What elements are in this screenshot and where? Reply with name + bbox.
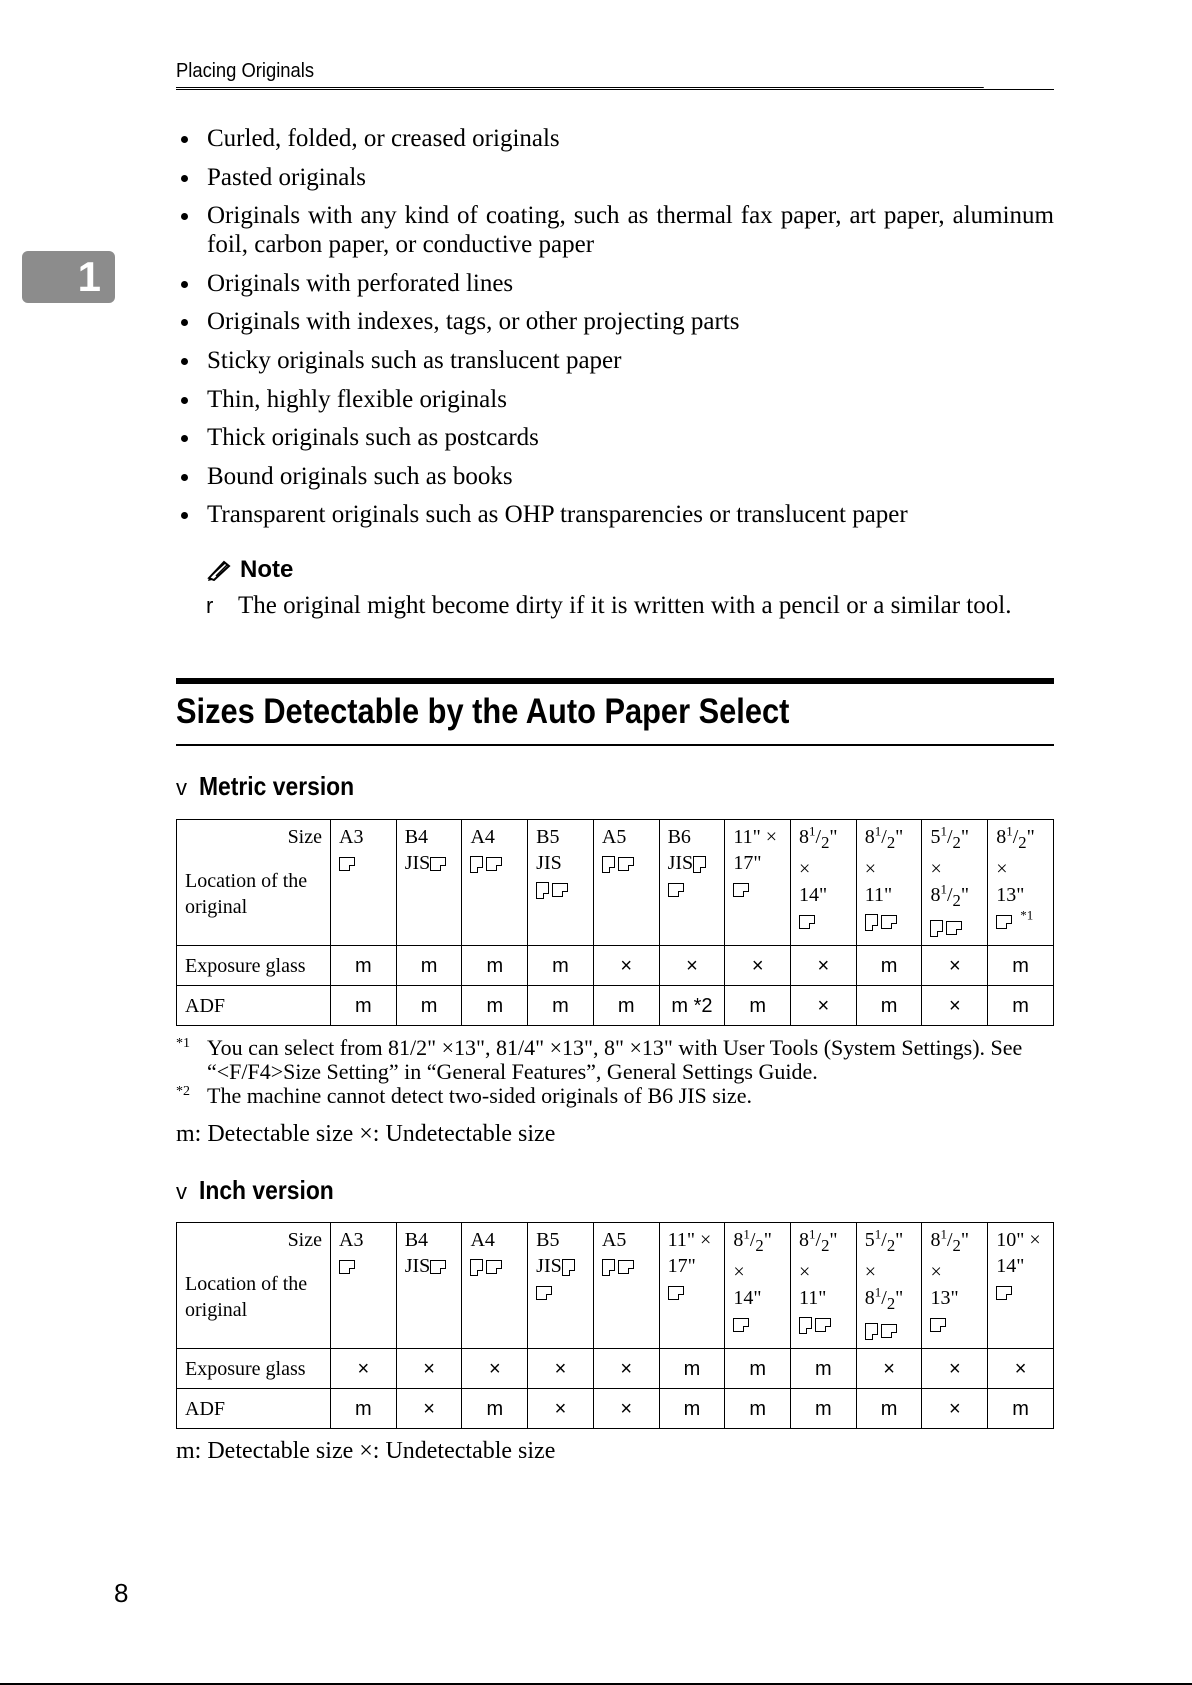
running-header: Placing Originals xyxy=(176,60,984,88)
inch-size-table xyxy=(176,1222,1054,1429)
heading-marker: v xyxy=(176,775,187,800)
table-cell: m xyxy=(396,986,462,1026)
column-header: A3 xyxy=(331,820,397,946)
note-heading xyxy=(206,556,293,584)
column-header: B5 JIS xyxy=(528,820,594,946)
table-cell: m xyxy=(331,1389,397,1429)
row-label: ADF xyxy=(177,986,331,1026)
note-text: The original might become dirty if it is written with a pencil or a similar tool. xyxy=(238,592,1012,619)
table-cell: × xyxy=(528,1389,594,1429)
chapter-tab: 1 xyxy=(22,251,115,303)
table-cell: m xyxy=(462,986,528,1026)
note-title: Note xyxy=(240,556,294,583)
table-cell: × xyxy=(922,1389,988,1429)
table-cell: m xyxy=(725,1389,791,1429)
section-title: Sizes Detectable by the Auto Paper Select xyxy=(176,692,790,731)
table-cell: × xyxy=(725,946,791,986)
table-cell: m xyxy=(725,1349,791,1389)
inch-legend: m: Detectable size ×: Undetectable size xyxy=(176,1438,556,1464)
footnote-text: You can select from 81/2" ×13", 81/4" ×13", 8" ×13" with User Tools (System Settings). See “<F/F4>Size Setting” in “General Features”, General Settings Guide. xyxy=(207,1035,1023,1084)
table-cell: m xyxy=(856,986,922,1026)
row-label: ADF xyxy=(177,1389,331,1429)
column-header: A4 xyxy=(462,820,528,946)
column-header: 11" × 17" xyxy=(725,820,791,946)
table-cell: m xyxy=(856,1389,922,1429)
location-label: Location of the original xyxy=(185,870,308,918)
column-header: B5 JIS xyxy=(528,1223,594,1349)
column-header: B4 JIS xyxy=(396,820,462,946)
column-header: B6 JIS xyxy=(659,820,725,946)
list-item: Sticky originals such as translucent paper xyxy=(176,346,1054,375)
pencil-icon xyxy=(206,559,232,581)
table-cell: m xyxy=(462,946,528,986)
note-marker: r xyxy=(206,593,214,618)
column-header: A5 xyxy=(593,1223,659,1349)
table-row xyxy=(177,1389,1054,1429)
table-cell: m xyxy=(659,1349,725,1389)
column-header: A4 xyxy=(462,1223,528,1349)
size-label: Size xyxy=(287,1229,322,1251)
header-rule xyxy=(176,89,1054,90)
footnote xyxy=(176,1084,1054,1108)
table-cell: m xyxy=(988,986,1054,1026)
list-item: Originals with perforated lines xyxy=(176,269,1054,298)
list-item: Originals with indexes, tags, or other projecting parts xyxy=(176,307,1054,336)
column-header: 10" × 14" xyxy=(988,1223,1054,1349)
row-label: Exposure glass xyxy=(177,1349,331,1389)
column-header: $8^1/_2$" × 14" xyxy=(791,820,857,946)
footnote xyxy=(176,1036,1054,1084)
table-cell: × xyxy=(791,986,857,1026)
size-label: Size xyxy=(287,826,322,848)
table-cell: × xyxy=(593,1389,659,1429)
column-header: A5 xyxy=(593,820,659,946)
table-cell: m xyxy=(396,946,462,986)
table-cell: m xyxy=(725,986,791,1026)
table-cell: × xyxy=(528,1349,594,1389)
table-cell: m xyxy=(331,946,397,986)
table-cell: × xyxy=(593,946,659,986)
table-cell: m xyxy=(659,1389,725,1429)
table-cell: × xyxy=(396,1389,462,1429)
table-cell: m xyxy=(791,1389,857,1429)
footnote-mark: *2 xyxy=(176,1084,190,1099)
list-item: Bound originals such as books xyxy=(176,462,1054,491)
column-header: 11" × 17" xyxy=(659,1223,725,1349)
footnote-mark: *1 xyxy=(176,1036,190,1051)
table-cell: × xyxy=(988,1349,1054,1389)
metric-size-table xyxy=(176,819,1054,1026)
metric-legend: m: Detectable size ×: Undetectable size xyxy=(176,1121,556,1147)
column-header: $8^1/_2$" × 11" xyxy=(791,1223,857,1349)
column-header: $8^1/_2$" × 13" $^{*1}$ xyxy=(988,820,1054,946)
column-header: $8^1/_2$" × 14" xyxy=(725,1223,791,1349)
note-body xyxy=(206,591,1054,620)
table-cell: × xyxy=(593,1349,659,1389)
inch-heading xyxy=(176,1175,352,1206)
table-cell: × xyxy=(396,1349,462,1389)
table-cell: m *2 xyxy=(659,986,725,1026)
table-cell: × xyxy=(791,946,857,986)
footnote-text: The machine cannot detect two-sided originals of B6 JIS size. xyxy=(207,1083,752,1108)
table-cell: × xyxy=(922,1349,988,1389)
bullet-list xyxy=(176,124,1054,539)
list-item: Curled, folded, or creased originals xyxy=(176,124,1054,153)
page-number: 8 xyxy=(114,1578,129,1608)
column-header: $8^1/_2$" × 11" xyxy=(856,820,922,946)
row-label: Exposure glass xyxy=(177,946,331,986)
table-cell: × xyxy=(922,946,988,986)
table-cell: m xyxy=(462,1389,528,1429)
list-item: Transparent originals such as OHP transparencies or translucent paper xyxy=(176,500,1054,529)
table-cell: × xyxy=(462,1349,528,1389)
table-cell: × xyxy=(856,1349,922,1389)
metric-footnotes xyxy=(176,1036,1054,1108)
table-cell: × xyxy=(922,986,988,1026)
column-header: A3 xyxy=(331,1223,397,1349)
table-cell: m xyxy=(331,986,397,1026)
location-label: Location of the original xyxy=(185,1273,308,1321)
column-header: $5^1/_2$" × $8^1/_2$" xyxy=(856,1223,922,1349)
table-corner xyxy=(177,820,331,946)
list-item: Pasted originals xyxy=(176,163,1054,192)
column-header: $5^1/_2$" × $8^1/_2$" xyxy=(922,820,988,946)
column-header: B4 JIS xyxy=(396,1223,462,1349)
table-corner xyxy=(177,1223,331,1349)
table-cell: m xyxy=(988,946,1054,986)
list-item: Thin, highly flexible originals xyxy=(176,385,1054,414)
table-cell: × xyxy=(659,946,725,986)
metric-heading xyxy=(176,771,375,802)
table-row xyxy=(177,1349,1054,1389)
table-cell: m xyxy=(528,986,594,1026)
heading-label: Inch version xyxy=(199,1175,334,1205)
table-cell: × xyxy=(331,1349,397,1389)
table-row xyxy=(177,946,1054,986)
heading-marker: v xyxy=(176,1179,187,1204)
section-rule xyxy=(176,678,1054,684)
table-cell: m xyxy=(856,946,922,986)
column-header: $8^1/_2$" × 13" xyxy=(922,1223,988,1349)
table-cell: m xyxy=(528,946,594,986)
table-cell: m xyxy=(988,1389,1054,1429)
list-item: Thick originals such as postcards xyxy=(176,423,1054,452)
heading-label: Metric version xyxy=(199,771,355,801)
table-cell: m xyxy=(791,1349,857,1389)
table-row xyxy=(177,986,1054,1026)
list-item: Originals with any kind of coating, such as thermal fax paper, art paper, aluminum foil, carbon paper, or conductive paper xyxy=(176,201,1054,259)
section-rule xyxy=(176,744,1054,746)
table-cell: m xyxy=(593,986,659,1026)
